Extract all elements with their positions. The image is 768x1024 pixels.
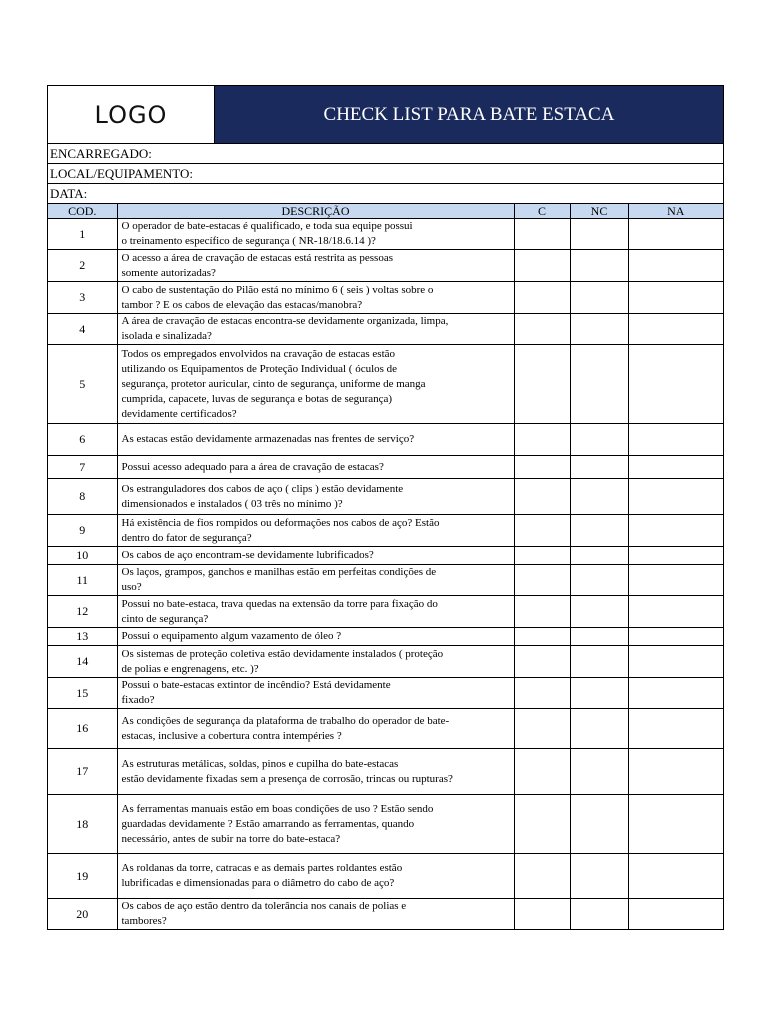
column-header-row (48, 204, 723, 219)
check-cell-nc[interactable] (570, 565, 628, 596)
check-cell-nc[interactable] (570, 749, 628, 795)
check-cell-nc[interactable] (570, 596, 628, 628)
item-code: 4 (48, 314, 117, 345)
encarregado-field[interactable]: ENCARREGADO: (48, 144, 723, 164)
check-cell-na[interactable] (628, 547, 723, 565)
check-cell-na[interactable] (628, 282, 723, 314)
data-field[interactable]: DATA: (48, 184, 723, 204)
check-cell-c[interactable] (514, 345, 570, 424)
item-description: Possui no bate-estaca, trava quedas na extensão da torre para fixação do cinto de segurança? (117, 596, 514, 628)
check-cell-c[interactable] (514, 424, 570, 456)
item-description: A área de cravação de estacas encontra-se devidamente organizada, limpa, isolada e sinalizada? (117, 314, 514, 345)
check-cell-nc[interactable] (570, 282, 628, 314)
table-row (48, 456, 723, 479)
item-description: As roldanas da torre, catracas e as demais partes roldantes estão lubrificadas e dimensionadas para o diâmetro do cabo de aço? (117, 854, 514, 899)
check-cell-na[interactable] (628, 345, 723, 424)
check-cell-c[interactable] (514, 565, 570, 596)
page-title: CHECK LIST PARA BATE ESTACA (323, 103, 615, 125)
column-header-cod: COD. (48, 204, 117, 219)
item-code: 16 (48, 709, 117, 749)
item-code: 9 (48, 515, 117, 547)
item-code: 18 (48, 795, 117, 854)
check-cell-c[interactable] (514, 628, 570, 646)
item-description: As ferramentas manuais estão em boas condições de uso ? Estão sendo guardadas devidamente ? Estão amarrando as ferramentas, quando necessário, antes de subir na torre do bate-estaca? (117, 795, 514, 854)
item-description: O cabo de sustentação do Pilão está no mínimo 6 ( seis ) voltas sobre o tambor ? E os cabos de elevação das estacas/manobra? (117, 282, 514, 314)
item-code: 13 (48, 628, 117, 646)
check-cell-c[interactable] (514, 314, 570, 345)
item-description: O operador de bate-estacas é qualificado, e toda sua equipe possui o treinamento específico de segurança ( NR-18/18.6.14 )? (117, 219, 514, 250)
item-description: Os sistemas de proteção coletiva estão devidamente instalados ( proteção de polias e engrenagens, etc. )? (117, 646, 514, 678)
check-cell-na[interactable] (628, 424, 723, 456)
item-description: O acesso a área de cravação de estacas está restrita as pessoas somente autorizadas? (117, 250, 514, 282)
table-row (48, 749, 723, 795)
check-cell-na[interactable] (628, 219, 723, 250)
check-cell-c[interactable] (514, 678, 570, 709)
check-cell-na[interactable] (628, 479, 723, 515)
logo (48, 86, 215, 143)
item-description: Possui o equipamento algum vazamento de óleo ? (117, 628, 514, 646)
check-cell-nc[interactable] (570, 628, 628, 646)
check-cell-na[interactable] (628, 646, 723, 678)
item-code: 14 (48, 646, 117, 678)
check-cell-nc[interactable] (570, 795, 628, 854)
item-code: 10 (48, 547, 117, 565)
check-cell-na[interactable] (628, 749, 723, 795)
check-cell-c[interactable] (514, 250, 570, 282)
item-description: Os cabos de aço encontram-se devidamente lubrificados? (117, 547, 514, 565)
check-cell-nc[interactable] (570, 314, 628, 345)
local-equipamento-field[interactable]: LOCAL/EQUIPAMENTO: (48, 164, 723, 184)
table-row (48, 596, 723, 628)
item-description: As condições de segurança da plataforma de trabalho do operador de bate- estacas, inclusive a cobertura contra intempéries ? (117, 709, 514, 749)
check-cell-na[interactable] (628, 628, 723, 646)
check-cell-na[interactable] (628, 565, 723, 596)
check-cell-nc[interactable] (570, 547, 628, 565)
check-cell-nc[interactable] (570, 709, 628, 749)
item-description: Possui o bate-estacas extintor de incêndio? Está devidamente fixado? (117, 678, 514, 709)
check-cell-c[interactable] (514, 547, 570, 565)
item-code: 1 (48, 219, 117, 250)
check-cell-c[interactable] (514, 596, 570, 628)
item-description: Todos os empregados envolvidos na cravação de estacas estão utilizando os Equipamentos de Proteção Individual ( óculos de segurança, protetor auricular, cinto de segurança, uniforme de manga cumprida, capacete, luvas de segurança e botas de segurança) devidamente certificados? (117, 345, 514, 424)
item-code: 19 (48, 854, 117, 899)
check-cell-na[interactable] (628, 250, 723, 282)
table-row (48, 678, 723, 709)
item-description: As estruturas metálicas, soldas, pinos e cupilha do bate-estacas estão devidamente fixadas sem a presença de corrosão, trincas ou rupturas? (117, 749, 514, 795)
table-row (48, 314, 723, 345)
check-cell-na[interactable] (628, 899, 723, 930)
item-code: 2 (48, 250, 117, 282)
sheet-header (48, 86, 723, 144)
column-header-na: NA (628, 204, 723, 219)
check-cell-nc[interactable] (570, 899, 628, 930)
table-row (48, 282, 723, 314)
item-description: Os cabos de aço estão dentro da tolerância nos canais de polias e tambores? (117, 899, 514, 930)
check-cell-c[interactable] (514, 795, 570, 854)
item-code: 7 (48, 456, 117, 479)
check-cell-c[interactable] (514, 479, 570, 515)
table-row (48, 646, 723, 678)
table-row (48, 345, 723, 424)
check-cell-na[interactable] (628, 456, 723, 479)
table-row (48, 479, 723, 515)
check-cell-na[interactable] (628, 854, 723, 899)
table-row (48, 424, 723, 456)
item-code: 11 (48, 565, 117, 596)
checklist-table (48, 204, 723, 929)
check-cell-nc[interactable] (570, 424, 628, 456)
check-cell-c[interactable] (514, 749, 570, 795)
check-cell-nc[interactable] (570, 250, 628, 282)
column-header-nc: NC (570, 204, 628, 219)
table-row (48, 628, 723, 646)
column-header-descricao: DESCRIÇÃO (117, 204, 514, 219)
item-code: 15 (48, 678, 117, 709)
table-row (48, 250, 723, 282)
check-cell-nc[interactable] (570, 854, 628, 899)
check-cell-na[interactable] (628, 515, 723, 547)
item-code: 17 (48, 749, 117, 795)
check-cell-nc[interactable] (570, 219, 628, 250)
check-cell-nc[interactable] (570, 678, 628, 709)
check-cell-nc[interactable] (570, 456, 628, 479)
check-cell-nc[interactable] (570, 515, 628, 547)
table-row (48, 515, 723, 547)
item-code: 8 (48, 479, 117, 515)
item-code: 5 (48, 345, 117, 424)
check-cell-c[interactable] (514, 515, 570, 547)
item-code: 6 (48, 424, 117, 456)
check-cell-c[interactable] (514, 899, 570, 930)
check-cell-c[interactable] (514, 646, 570, 678)
check-cell-na[interactable] (628, 795, 723, 854)
check-cell-nc[interactable] (570, 646, 628, 678)
check-cell-nc[interactable] (570, 479, 628, 515)
column-header-c: C (514, 204, 570, 219)
check-cell-c[interactable] (514, 282, 570, 314)
table-row (48, 565, 723, 596)
check-cell-na[interactable] (628, 596, 723, 628)
table-row (48, 795, 723, 854)
check-cell-na[interactable] (628, 678, 723, 709)
check-cell-c[interactable] (514, 219, 570, 250)
title-banner (215, 86, 723, 143)
item-description: As estacas estão devidamente armazenadas nas frentes de serviço? (117, 424, 514, 456)
check-cell-c[interactable] (514, 709, 570, 749)
table-row (48, 547, 723, 565)
logo-text: LOGO (94, 100, 168, 129)
item-description: Possui acesso adequado para a área de cravação de estacas? (117, 456, 514, 479)
item-code: 20 (48, 899, 117, 930)
item-description: Os laços, grampos, ganchos e manilhas estão em perfeitas condições de uso? (117, 565, 514, 596)
check-cell-na[interactable] (628, 314, 723, 345)
check-cell-na[interactable] (628, 709, 723, 749)
table-row (48, 899, 723, 930)
check-cell-c[interactable] (514, 854, 570, 899)
item-description: Há existência de fios rompidos ou deformações nos cabos de aço? Estão dentro do fator de segurança? (117, 515, 514, 547)
item-code: 3 (48, 282, 117, 314)
item-description: Os estranguladores dos cabos de aço ( clips ) estão devidamente dimensionados e instalados ( 03 três no mínimo )? (117, 479, 514, 515)
item-code: 12 (48, 596, 117, 628)
table-row (48, 709, 723, 749)
check-cell-nc[interactable] (570, 345, 628, 424)
table-row (48, 219, 723, 250)
check-cell-c[interactable] (514, 456, 570, 479)
table-row (48, 854, 723, 899)
checklist-sheet (47, 85, 724, 930)
